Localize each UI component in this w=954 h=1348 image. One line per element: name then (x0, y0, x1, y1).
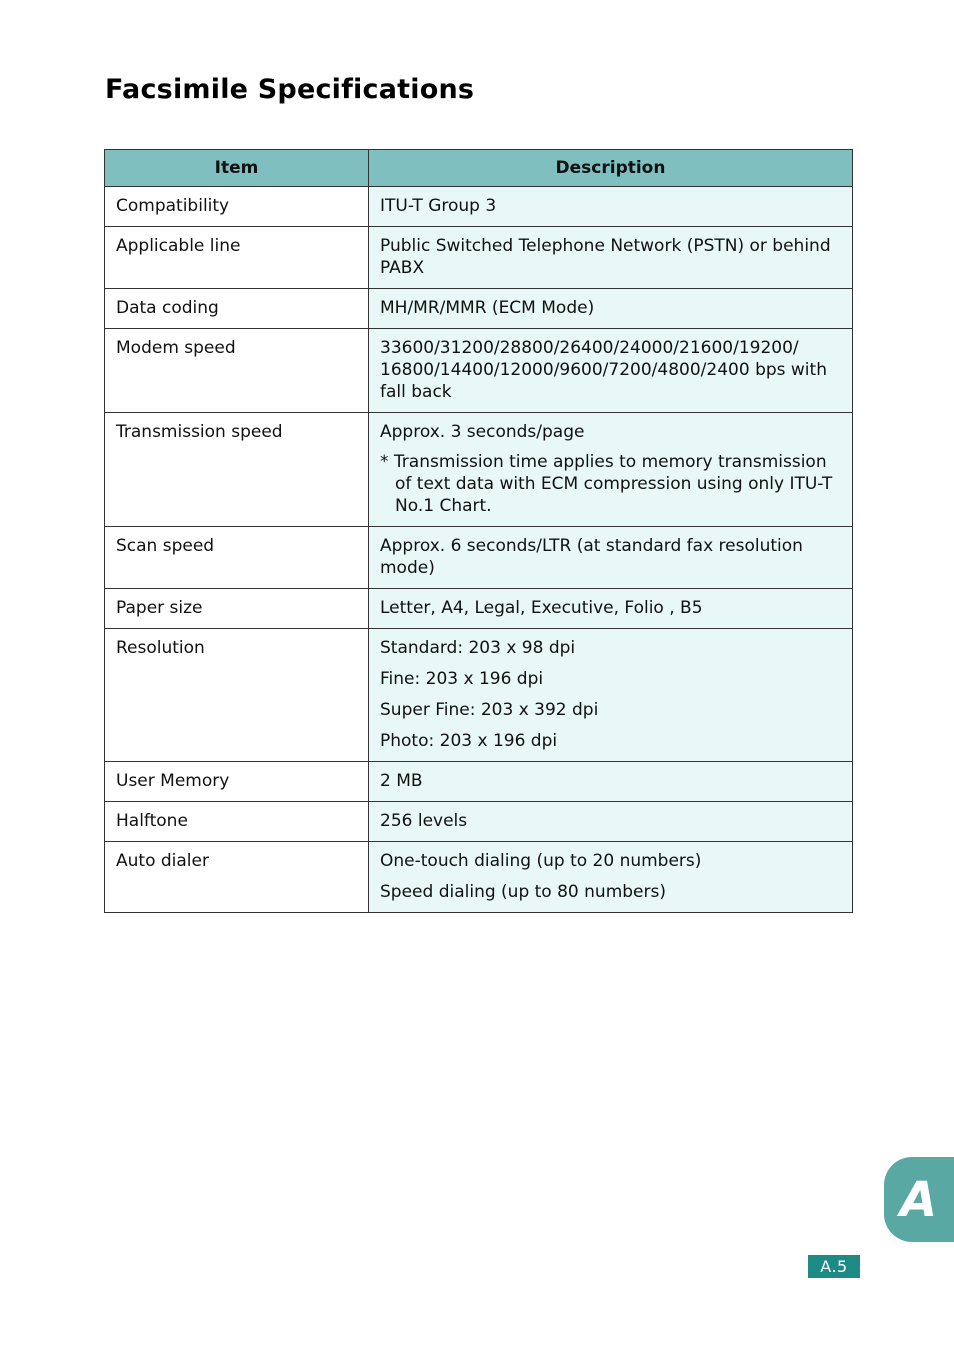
table-row (105, 527, 853, 589)
footnote-text: * Transmission time applies to memory transmission of text data with ECM compression using only ITU-T No.1 Chart. (380, 452, 833, 516)
description-cell (369, 227, 853, 289)
description-text: MH/MR/MMR (ECM Mode) (380, 298, 595, 318)
item-cell: Transmission speed (105, 413, 369, 527)
description-text: 2 MB (380, 771, 423, 791)
item-cell: Scan speed (105, 527, 369, 589)
description-cell (369, 589, 853, 629)
table-row (105, 329, 853, 413)
page-title: Facsimile Specifications (105, 74, 475, 105)
item-cell: Halftone (105, 802, 369, 842)
item-cell: Applicable line (105, 227, 369, 289)
description-cell (369, 802, 853, 842)
item-cell: Resolution (105, 629, 369, 762)
table-row (105, 842, 853, 913)
description-cell (369, 842, 853, 913)
column-header-item: Item (105, 150, 369, 187)
item-cell: Auto dialer (105, 842, 369, 913)
description-text: Standard: 203 x 98 dpi (380, 638, 576, 658)
page-number: A.5 (808, 1255, 860, 1278)
description-text: ITU-T Group 3 (380, 196, 497, 216)
description-text: One-touch dialing (up to 20 numbers) (380, 851, 702, 871)
item-cell: Compatibility (105, 187, 369, 227)
description-cell (369, 762, 853, 802)
item-cell: Modem speed (105, 329, 369, 413)
table-row (105, 413, 853, 527)
description-text: Approx. 3 seconds/page (380, 422, 585, 442)
table-row (105, 227, 853, 289)
description-cell (369, 329, 853, 413)
table-row (105, 629, 853, 762)
table-header-row (105, 150, 853, 187)
description-text: Photo: 203 x 196 dpi (380, 731, 558, 751)
description-text: Fine: 203 x 196 dpi (380, 669, 544, 689)
chapter-tab (884, 1157, 954, 1242)
item-cell: User Memory (105, 762, 369, 802)
description-cell (369, 629, 853, 762)
table-row (105, 802, 853, 842)
column-header-description: Description (369, 150, 853, 187)
table-row (105, 289, 853, 329)
table-row (105, 589, 853, 629)
description-cell (369, 413, 853, 527)
description-text: Letter, A4, Legal, Executive, Folio , B5 (380, 598, 703, 618)
item-cell: Data coding (105, 289, 369, 329)
description-text: 256 levels (380, 811, 468, 831)
description-text: Public Switched Telephone Network (PSTN) or behind PABX (380, 236, 831, 278)
description-text: Approx. 6 seconds/LTR (at standard fax resolution mode) (380, 536, 803, 578)
description-cell (369, 527, 853, 589)
spec-table (104, 149, 853, 913)
table-row (105, 762, 853, 802)
item-cell: Paper size (105, 589, 369, 629)
chapter-letter: A (900, 1171, 938, 1228)
description-cell (369, 187, 853, 227)
description-text: Speed dialing (up to 80 numbers) (380, 882, 666, 902)
table-row (105, 187, 853, 227)
description-text: Super Fine: 203 x 392 dpi (380, 700, 599, 720)
description-cell (369, 289, 853, 329)
description-text: 33600/31200/28800/26400/24000/21600/19200/ 16800/14400/12000/9600/7200/4800/2400 bps with fall back (380, 338, 827, 402)
